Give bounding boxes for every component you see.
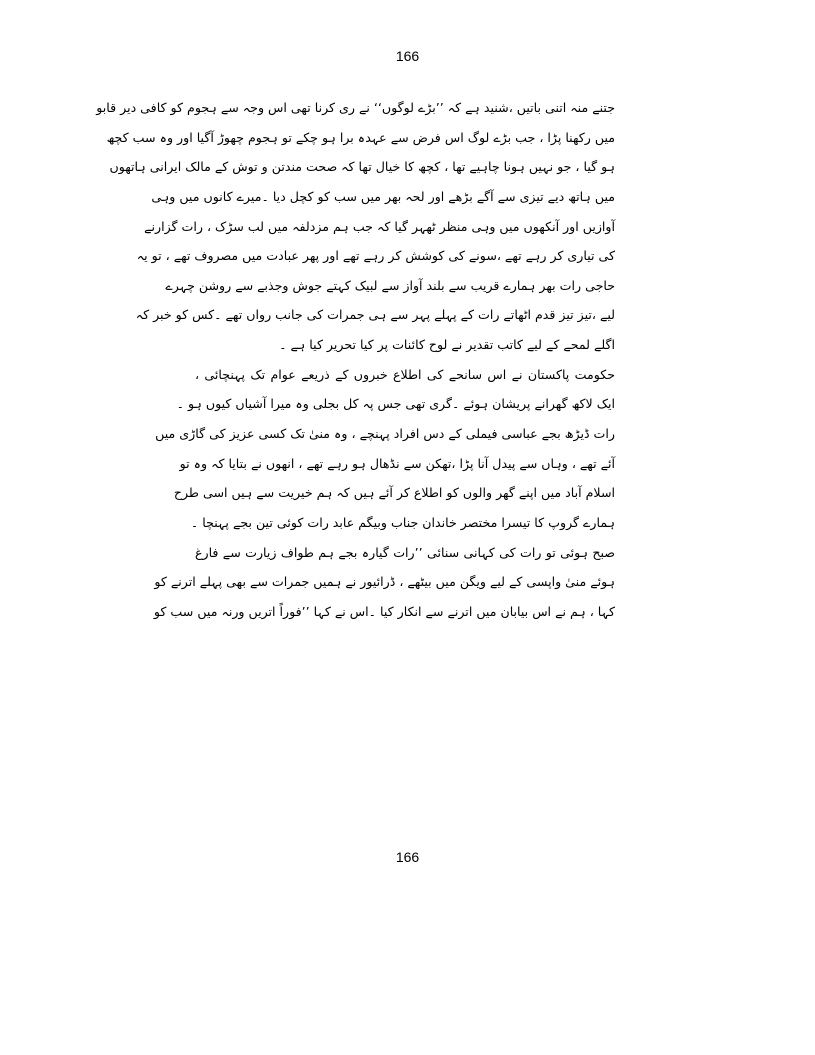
text-line: اگلے لمحے کے لیے کاتب تقدیر نے لوح کائنات پر کیا تحریر کیا ہے ۔ [279,337,615,353]
text-line: حکومت پاکستان نے اس سانحے کی اطلاع خبروں کے ذریعے عوام تک پہنچائی ، [195,366,615,382]
text-line: لیے ،تیز تیز قدم اٹھاتے رات کے پہلے پہر سے ہی جمرات کی جانب رواں تھے ۔کس کو خبر کہ [135,307,615,323]
text-line: ہوئے منیٰ واپسی کے لیے ویگن میں بیٹھے ، ڈرائیور نے ہمیں جمرات سے بھی پہلے اترنے کو [154,574,615,590]
text-line: ہمارے گروپ کا تیسرا مختصر خاندان جناب وبیگم عابد رات کوئی تین بجے پہنچا ۔ [190,514,615,530]
text-line: آئے تھے ، وہاں سے پیدل آنا پڑا ،تھکن سے نڈھال ہو رہے تھے ، انھوں نے بتایا کہ وہ تو [179,455,615,471]
body-text [96,93,615,627]
text-line: کی تیاری کر رہے تھے ،سونے کی کوشش کر رہے تھے اور پھر عبادت میں مصروف تھے ، تو یہ [136,248,615,264]
text-line: ایک لاکھ گھرانے پریشان ہوئے ۔گری تھی جس پہ کل بجلی وہ میرا آشیاں کیوں ہو ۔ [176,396,615,412]
page-number-top: 166 [395,48,420,64]
text-line: رات ڈیڑھ بجے عباسی فیملی کے دس افراد پہنچے ، وہ منیٰ تک کسی عزیز کی گاڑی میں [155,426,615,442]
text-line: صبح ہوئی تو رات کی کہانی سنائی ’’رات گیارہ بجے ہم طواف زیارت سے فارغ [195,544,615,560]
text-line: آوازیں اور آنکھوں میں وہی منظر ٹھہر گیا کہ جب ہم مزدلفہ میں لب سڑک ، رات گزارنے [144,218,615,234]
text-line: جتنے منہ اتنی باتیں ،شنید ہے کہ ’’بڑے لوگوں‘‘ نے ری کرنا تھی اس وجہ سے ہجوم کو کافی دیر قابو [96,100,615,115]
text-line: حاجی رات بھر ہمارے قریب سے بلند آواز سے لبیک کہتے جوش وجذبے سے روشن چہرے [165,277,615,293]
text-line: کہا ، ہم نے اس بیابان میں اترنے سے انکار کیا ۔اس نے کہا ’’فوراً اتریں ورنہ میں سب کو [153,603,615,619]
text-line: ہو گیا ، جو نہیں ہونا چاہیے تھا ، کچھ کا خیال تھا کہ صحت مندتن و توش کے مالک ایرانی ہاتھوں [109,159,615,175]
text-line: میں رکھنا پڑا ، جب بڑے لوگ اس فرض سے عہدہ برا ہو چکے تو ہجوم چھوڑ آگیا اور وہ سب کچھ [106,129,615,145]
text-line: اسلام آباد میں اپنے گھر والوں کو اطلاع کر آئے ہیں کہ ہم خیریت سے ہیں اسی طرح [173,485,615,501]
text-line: میں ہاتھ دیے تیزی سے آگے بڑھے اور لحہ بھر میں سب کو کچل دیا ۔میرے کانوں میں وہی [151,188,615,204]
page-number-bottom: 166 [395,849,420,865]
